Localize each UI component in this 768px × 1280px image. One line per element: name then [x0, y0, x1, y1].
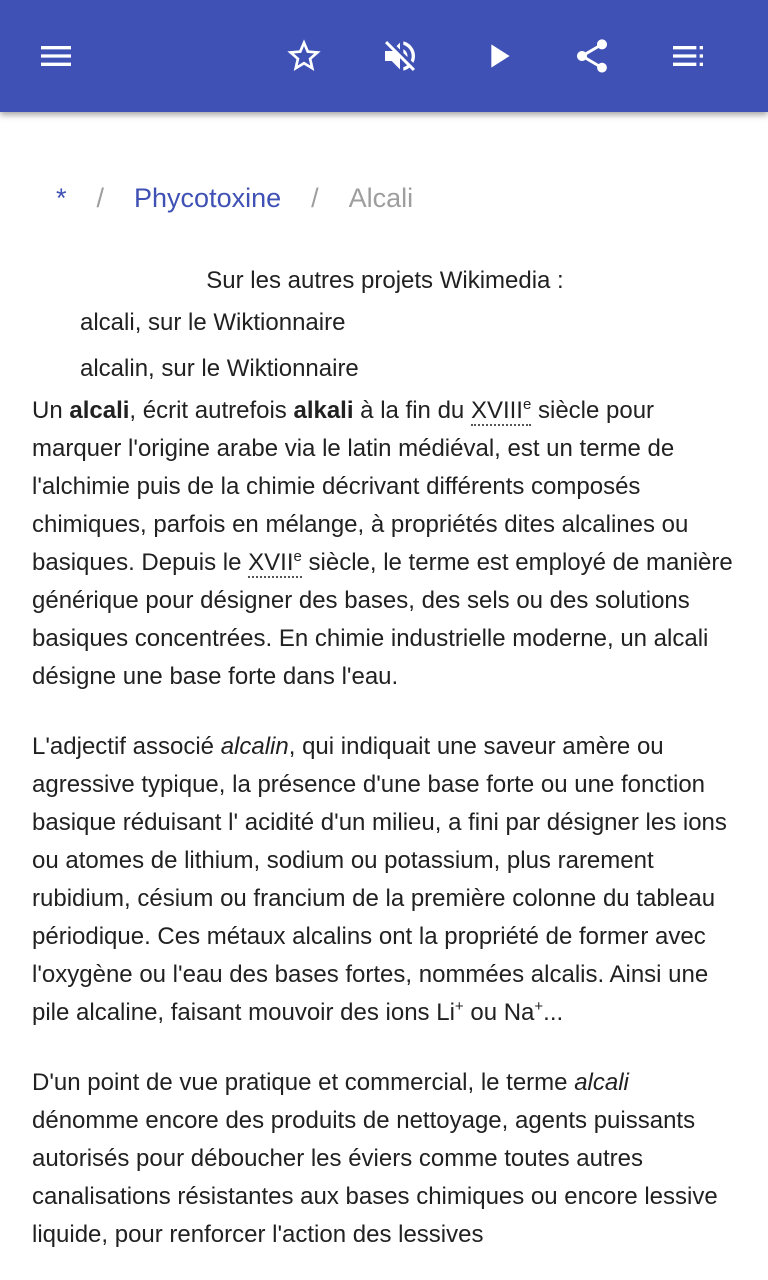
breadcrumb-separator: / — [311, 183, 319, 213]
century-numeral: XVIII — [470, 397, 523, 424]
article-paragraph — [32, 728, 738, 1032]
sister-project-link[interactable]: alcali, sur le Wiktionnaire — [80, 309, 346, 336]
breadcrumb — [56, 180, 413, 216]
superscript: e — [293, 548, 302, 565]
paragraph-gap — [32, 1032, 738, 1064]
contents-button[interactable] — [660, 28, 716, 84]
share-button[interactable] — [564, 28, 620, 84]
superscript: e — [522, 396, 532, 413]
favorite-button[interactable] — [276, 28, 332, 84]
sister-project-link[interactable]: alcalin, sur le Wiktionnaire — [80, 355, 359, 382]
bold-term: alcali — [69, 397, 130, 424]
menu-button[interactable] — [28, 28, 84, 84]
italic-term: alcalin — [220, 733, 289, 760]
sister-projects-heading: Sur les autres projets Wikimedia : — [206, 267, 564, 294]
paragraph-text: Un — [32, 397, 70, 424]
century-abbr — [248, 549, 302, 578]
superscript: + — [454, 998, 464, 1015]
app-bar — [0, 0, 768, 112]
paragraph-text: à la fin du — [353, 397, 471, 424]
play-button[interactable] — [470, 28, 526, 84]
paragraph-text: ... — [543, 999, 564, 1026]
paragraph-text: dénomme encore des produits de nettoyage, agents puissants autorisés pour déboucher les éviers comme toutes autres canalisations résistantes aux bases chimiques ou encore lessive liquide, pour renforcer l'action des lessives — [32, 1107, 718, 1248]
italic-term: alcali — [574, 1069, 629, 1096]
paragraph-text: L'adjectif associé — [32, 733, 221, 760]
breadcrumb-current: Alcali — [348, 183, 414, 213]
share-icon — [572, 36, 612, 76]
playlist-icon — [668, 36, 708, 76]
paragraph-text: D'un point de vue pratique et commercial, le terme — [32, 1069, 575, 1096]
paragraph-text: , écrit autrefois — [129, 397, 294, 424]
century-abbr — [471, 397, 531, 426]
breadcrumb-home[interactable]: * — [56, 183, 67, 213]
mute-button[interactable] — [372, 28, 428, 84]
article-paragraph — [32, 1064, 738, 1254]
breadcrumb-parent[interactable]: Phycotoxine — [134, 183, 282, 213]
paragraph-text: siècle pour marquer l'origine arabe via le latin médiéval, est un terme de l'alchimie puis de la chimie décrivant différents composés chimiques, parfois en mélange, à propriétés dites alcalines ou basiques. Depuis le — [32, 397, 689, 576]
play-icon — [478, 36, 518, 76]
article-content — [32, 262, 738, 1254]
paragraph-text: , qui indiquait une saveur amère ou agressive typique, la présence d'une base forte ou une fonction basique réduisant l' acidité d'un milieu, a fini par désigner les ions ou atomes de lithium, sodium ou potassium, plus rarement rubidium, césium ou francium de la première colonne du tableau périodique. Ces métaux alcalins ont la propriété de former avec l'oxygène ou l'eau des bases fortes, nommées alcalis. Ainsi une pile alcaline, faisant mouvoir des ions Li — [32, 733, 727, 1026]
century-numeral: XVII — [248, 549, 294, 576]
article-paragraph — [32, 392, 738, 696]
breadcrumb-separator: / — [96, 183, 105, 213]
star-outline-icon — [284, 36, 324, 76]
paragraph-gap — [32, 696, 738, 728]
bold-term: alkali — [293, 397, 354, 424]
paragraph-text: ou Na — [463, 999, 535, 1026]
superscript: + — [534, 998, 544, 1015]
menu-icon — [36, 36, 76, 76]
volume-off-icon — [380, 36, 420, 76]
paragraph-text: siècle, le terme est employé de manière générique pour désigner des bases, des sels ou des solutions basiques concentrées. En chimie industrielle moderne, un alcali désigne une base forte dans l'eau. — [32, 549, 733, 690]
